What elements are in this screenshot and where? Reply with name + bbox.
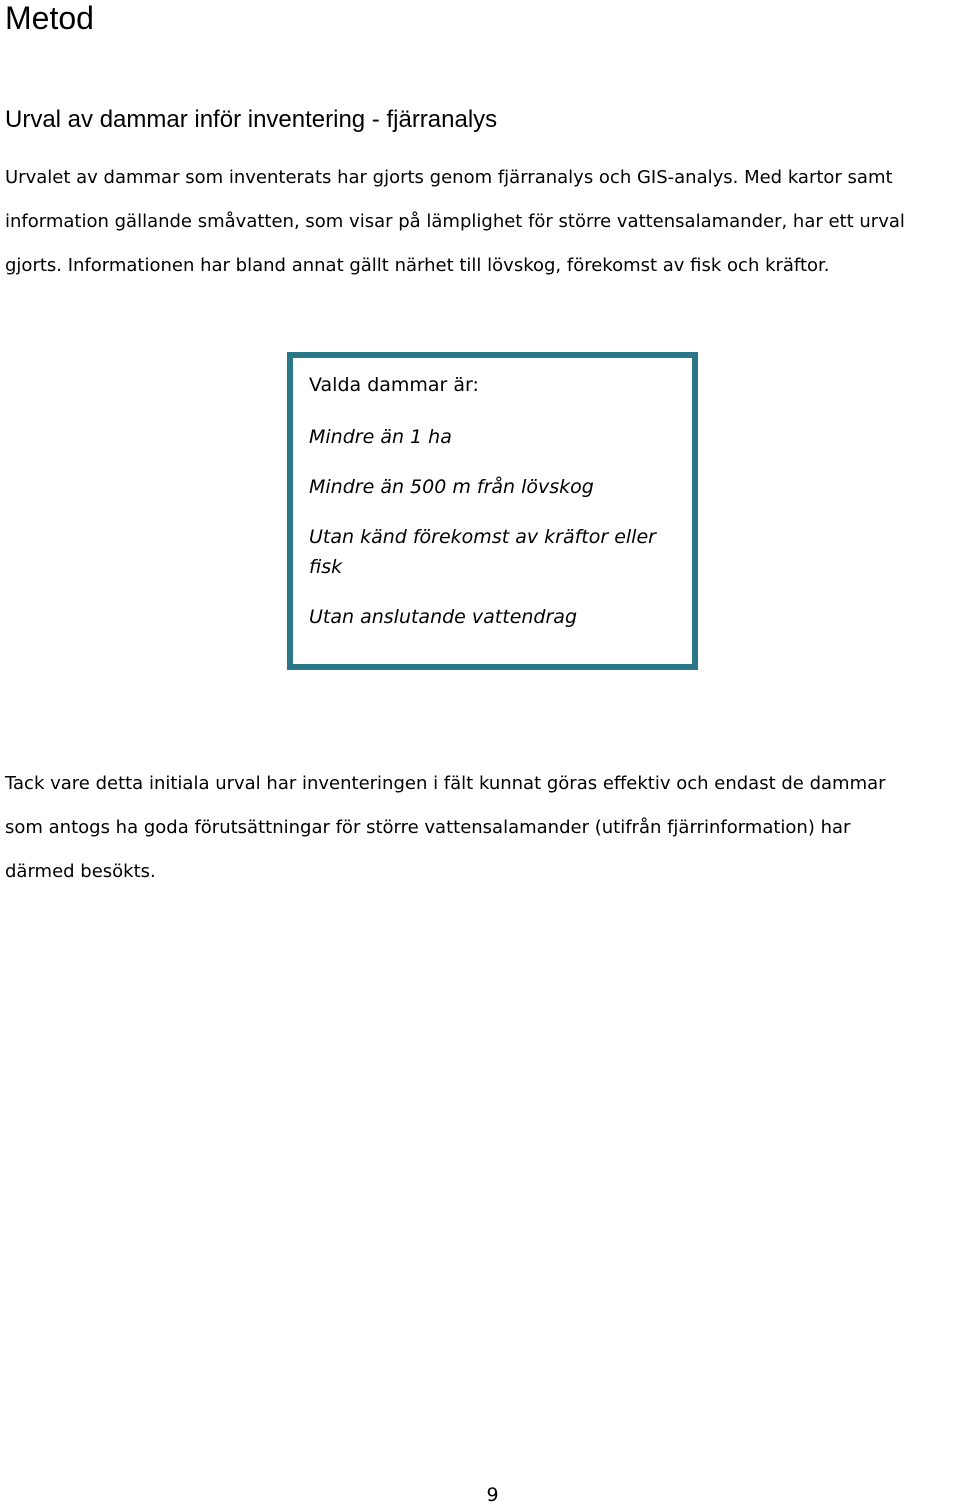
outro-paragraph-line: därmed besökts. [5, 861, 156, 882]
criteria-item: Mindre än 500 m från lövskog [309, 476, 594, 498]
criteria-item: Utan anslutande vattendrag [309, 606, 578, 628]
criteria-item: Utan känd förekomst av kräftor eller fisk [309, 526, 656, 578]
intro-paragraph-line: gjorts. Informationen har bland annat gällt närhet till lövskog, förekomst av fisk och kräftor. [5, 255, 830, 276]
criteria-item: Mindre än 1 ha [309, 426, 452, 448]
page-number: 9 [486, 1484, 499, 1506]
intro-paragraph-line: Urvalet av dammar som inventerats har gjorts genom fjärranalys och GIS-analys. Med kartor samt [5, 167, 893, 188]
section-heading: Urval av dammar inför inventering - fjärranalys [5, 106, 498, 133]
outro-paragraph [5, 762, 960, 894]
outro-paragraph-line: Tack vare detta initiala urval har inventeringen i fält kunnat göras effektiv och endast de dammar [5, 773, 886, 794]
criteria-box [287, 352, 698, 670]
intro-paragraph-line: information gällande småvatten, som visar på lämplighet för större vattensalamander, har ett urval [5, 211, 905, 232]
page-heading: Metod [5, 0, 94, 36]
intro-paragraph [5, 156, 960, 288]
criteria-box-title: Valda dammar är: [309, 374, 479, 396]
outro-paragraph-line: som antogs ha goda förutsättningar för större vattensalamander (utifrån fjärrinformation) har [5, 817, 851, 838]
